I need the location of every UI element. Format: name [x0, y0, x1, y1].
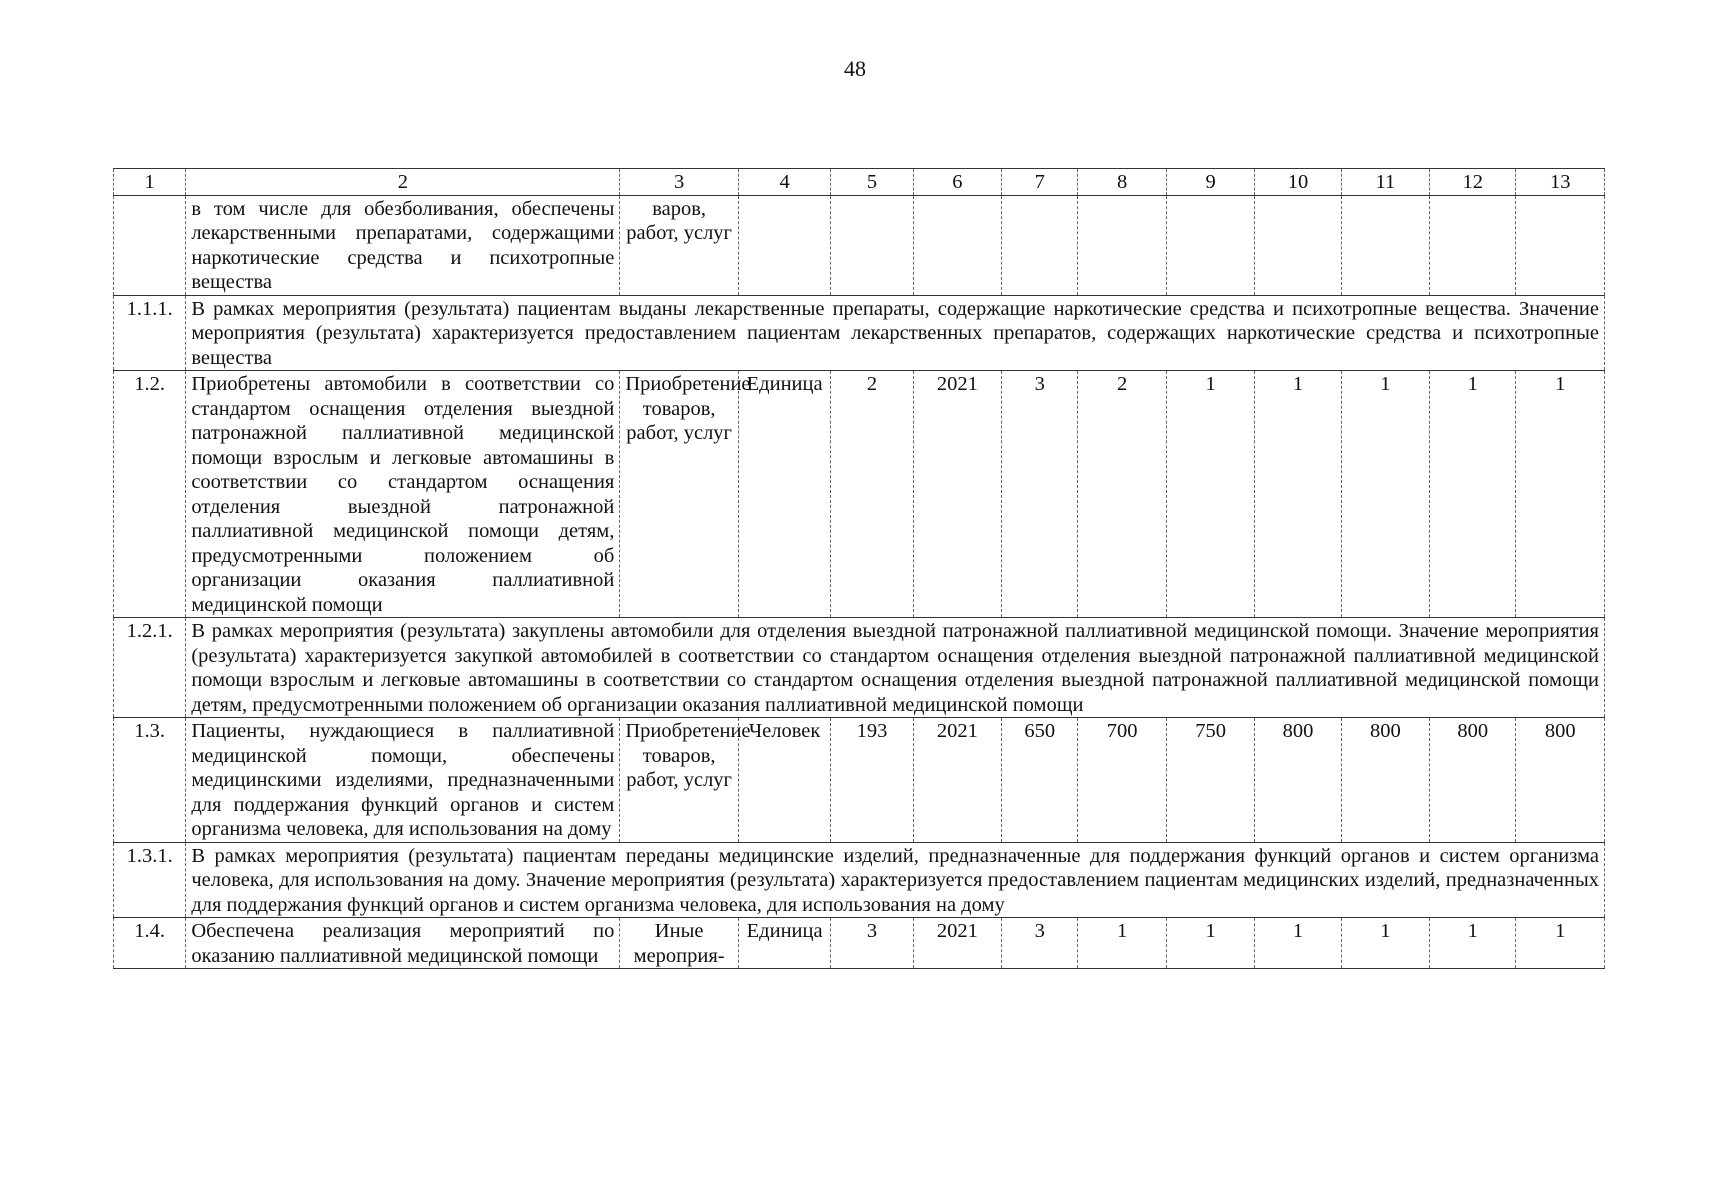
header-row: [114, 169, 1605, 196]
value-cell: 2021: [913, 918, 1001, 969]
table-row: [114, 718, 1605, 843]
value-cell: 1: [1341, 371, 1429, 618]
value-cell: [1002, 195, 1078, 295]
value-cell: 1: [1516, 918, 1605, 969]
value-cell: 1: [1255, 918, 1341, 969]
value-cell: 193: [831, 718, 913, 843]
value-cell: [831, 195, 913, 295]
header-cell: 12: [1430, 169, 1516, 196]
value-cell: [1516, 195, 1605, 295]
note-row: [114, 842, 1605, 918]
row-id: 1.3.1.: [114, 842, 186, 918]
row-id: [114, 195, 186, 295]
note-text: В рамках мероприятия (результата) пациентам переданы медицинские изделий, предназначенные для поддержания функций органов и систем организма человека, для использования на дому. Значение мероприятия (результата) характеризуется предоставлением пациентам медицинских изделий, предназначенных для поддержания функций органов и систем организма человека, для использования на дому: [186, 842, 1605, 918]
value-cell: 1: [1166, 918, 1254, 969]
header-cell: 13: [1516, 169, 1605, 196]
header-cell: 1: [114, 169, 186, 196]
header-cell: 3: [620, 169, 739, 196]
header-cell: 9: [1166, 169, 1254, 196]
value-cell: 1: [1516, 371, 1605, 618]
value-cell: 700: [1078, 718, 1166, 843]
value-cell: 2021: [913, 371, 1001, 618]
value-cell: 800: [1516, 718, 1605, 843]
value-cell: [1255, 195, 1341, 295]
value-cell: 1: [1341, 918, 1429, 969]
header-cell: 10: [1255, 169, 1341, 196]
page-number: 48: [844, 56, 866, 81]
value-cell: 1: [1166, 371, 1254, 618]
row-id: 1.2.: [114, 371, 186, 618]
value-cell: 800: [1255, 718, 1341, 843]
row-id: 1.4.: [114, 918, 186, 969]
value-cell: [1078, 195, 1166, 295]
value-cell: [913, 195, 1001, 295]
header-cell: 2: [186, 169, 620, 196]
value-cell: Единица: [738, 918, 830, 969]
activity-name: в том числе для обезболивания, обеспечены лекарственными препаратами, содержащими наркотические средства и психотропные вещества: [186, 195, 620, 295]
value-cell: 3: [831, 918, 913, 969]
value-cell: 650: [1002, 718, 1078, 843]
value-cell: [1166, 195, 1254, 295]
table-row: [114, 371, 1605, 618]
row-id: 1.3.: [114, 718, 186, 843]
note-row: [114, 618, 1605, 718]
activity-type: Приобретение товаров, работ, услуг: [620, 371, 739, 618]
row-id: 1.2.1.: [114, 618, 186, 718]
note-row: [114, 295, 1605, 371]
activity-name: Пациенты, нуждающиеся в паллиативной медицинской помощи, обеспечены медицинскими изделиями, предназначенными для поддержания функций органов и систем организма человека, для использования на дому: [186, 718, 620, 843]
activity-type: Иные мероприя-: [620, 918, 739, 969]
value-cell: 3: [1002, 918, 1078, 969]
header-cell: 8: [1078, 169, 1166, 196]
value-cell: 1: [1430, 371, 1516, 618]
value-cell: [1341, 195, 1429, 295]
table-header: [114, 169, 1605, 196]
activities-table: [113, 168, 1605, 969]
value-cell: 2: [831, 371, 913, 618]
activity-type: Приобретение товаров, работ, услуг: [620, 718, 739, 843]
value-cell: Человек: [738, 718, 830, 843]
value-cell: 3: [1002, 371, 1078, 618]
row-id: 1.1.1.: [114, 295, 186, 371]
activity-type: варов, работ, услуг: [620, 195, 739, 295]
value-cell: Единица: [738, 371, 830, 618]
value-cell: 1: [1255, 371, 1341, 618]
header-cell: 11: [1341, 169, 1429, 196]
value-cell: [738, 195, 830, 295]
value-cell: 2021: [913, 718, 1001, 843]
value-cell: 750: [1166, 718, 1254, 843]
activity-name: Приобретены автомобили в соответствии со стандартом оснащения отделения выездной патронажной паллиативной медицинской помощи взрослым и легковые автомашины в соответствии со стандартом оснащения отделения выездной патронажной паллиативной медицинской помощи детям, предусмотренными положением об организации оказания паллиативной медицинской помощи: [186, 371, 620, 618]
value-cell: 2: [1078, 371, 1166, 618]
activity-name: Обеспечена реализация мероприятий по оказанию паллиативной медицинской помощи: [186, 918, 620, 969]
header-cell: 5: [831, 169, 913, 196]
value-cell: [1430, 195, 1516, 295]
table-row: [114, 195, 1605, 295]
value-cell: 800: [1430, 718, 1516, 843]
note-text: В рамках мероприятия (результата) пациентам выданы лекарственные препараты, содержащие наркотические средства и психотропные вещества. Значение мероприятия (результата) характеризуется предоставлением пациентам лекарственных препаратов, содержащих наркотические средства и психотропные вещества: [186, 295, 1605, 371]
table-body: [114, 195, 1605, 969]
note-text: В рамках мероприятия (результата) закуплены автомобили для отделения выездной патронажной паллиативной медицинской помощи. Значение мероприятия (результата) характеризуется закупкой автомобилей в соответствии со стандартом оснащения отделения выездной патронажной паллиативной медицинской помощи взрослым и легковые автомашины в соответствии со стандартом оснащения отделения выездной патронажной паллиативной медицинской помощи детям, предусмотренными положением об организации оказания паллиативной медицинской помощи: [186, 618, 1605, 718]
value-cell: 800: [1341, 718, 1429, 843]
header-cell: 6: [913, 169, 1001, 196]
value-cell: 1: [1078, 918, 1166, 969]
header-cell: 4: [738, 169, 830, 196]
table-row: [114, 918, 1605, 969]
header-cell: 7: [1002, 169, 1078, 196]
value-cell: 1: [1430, 918, 1516, 969]
